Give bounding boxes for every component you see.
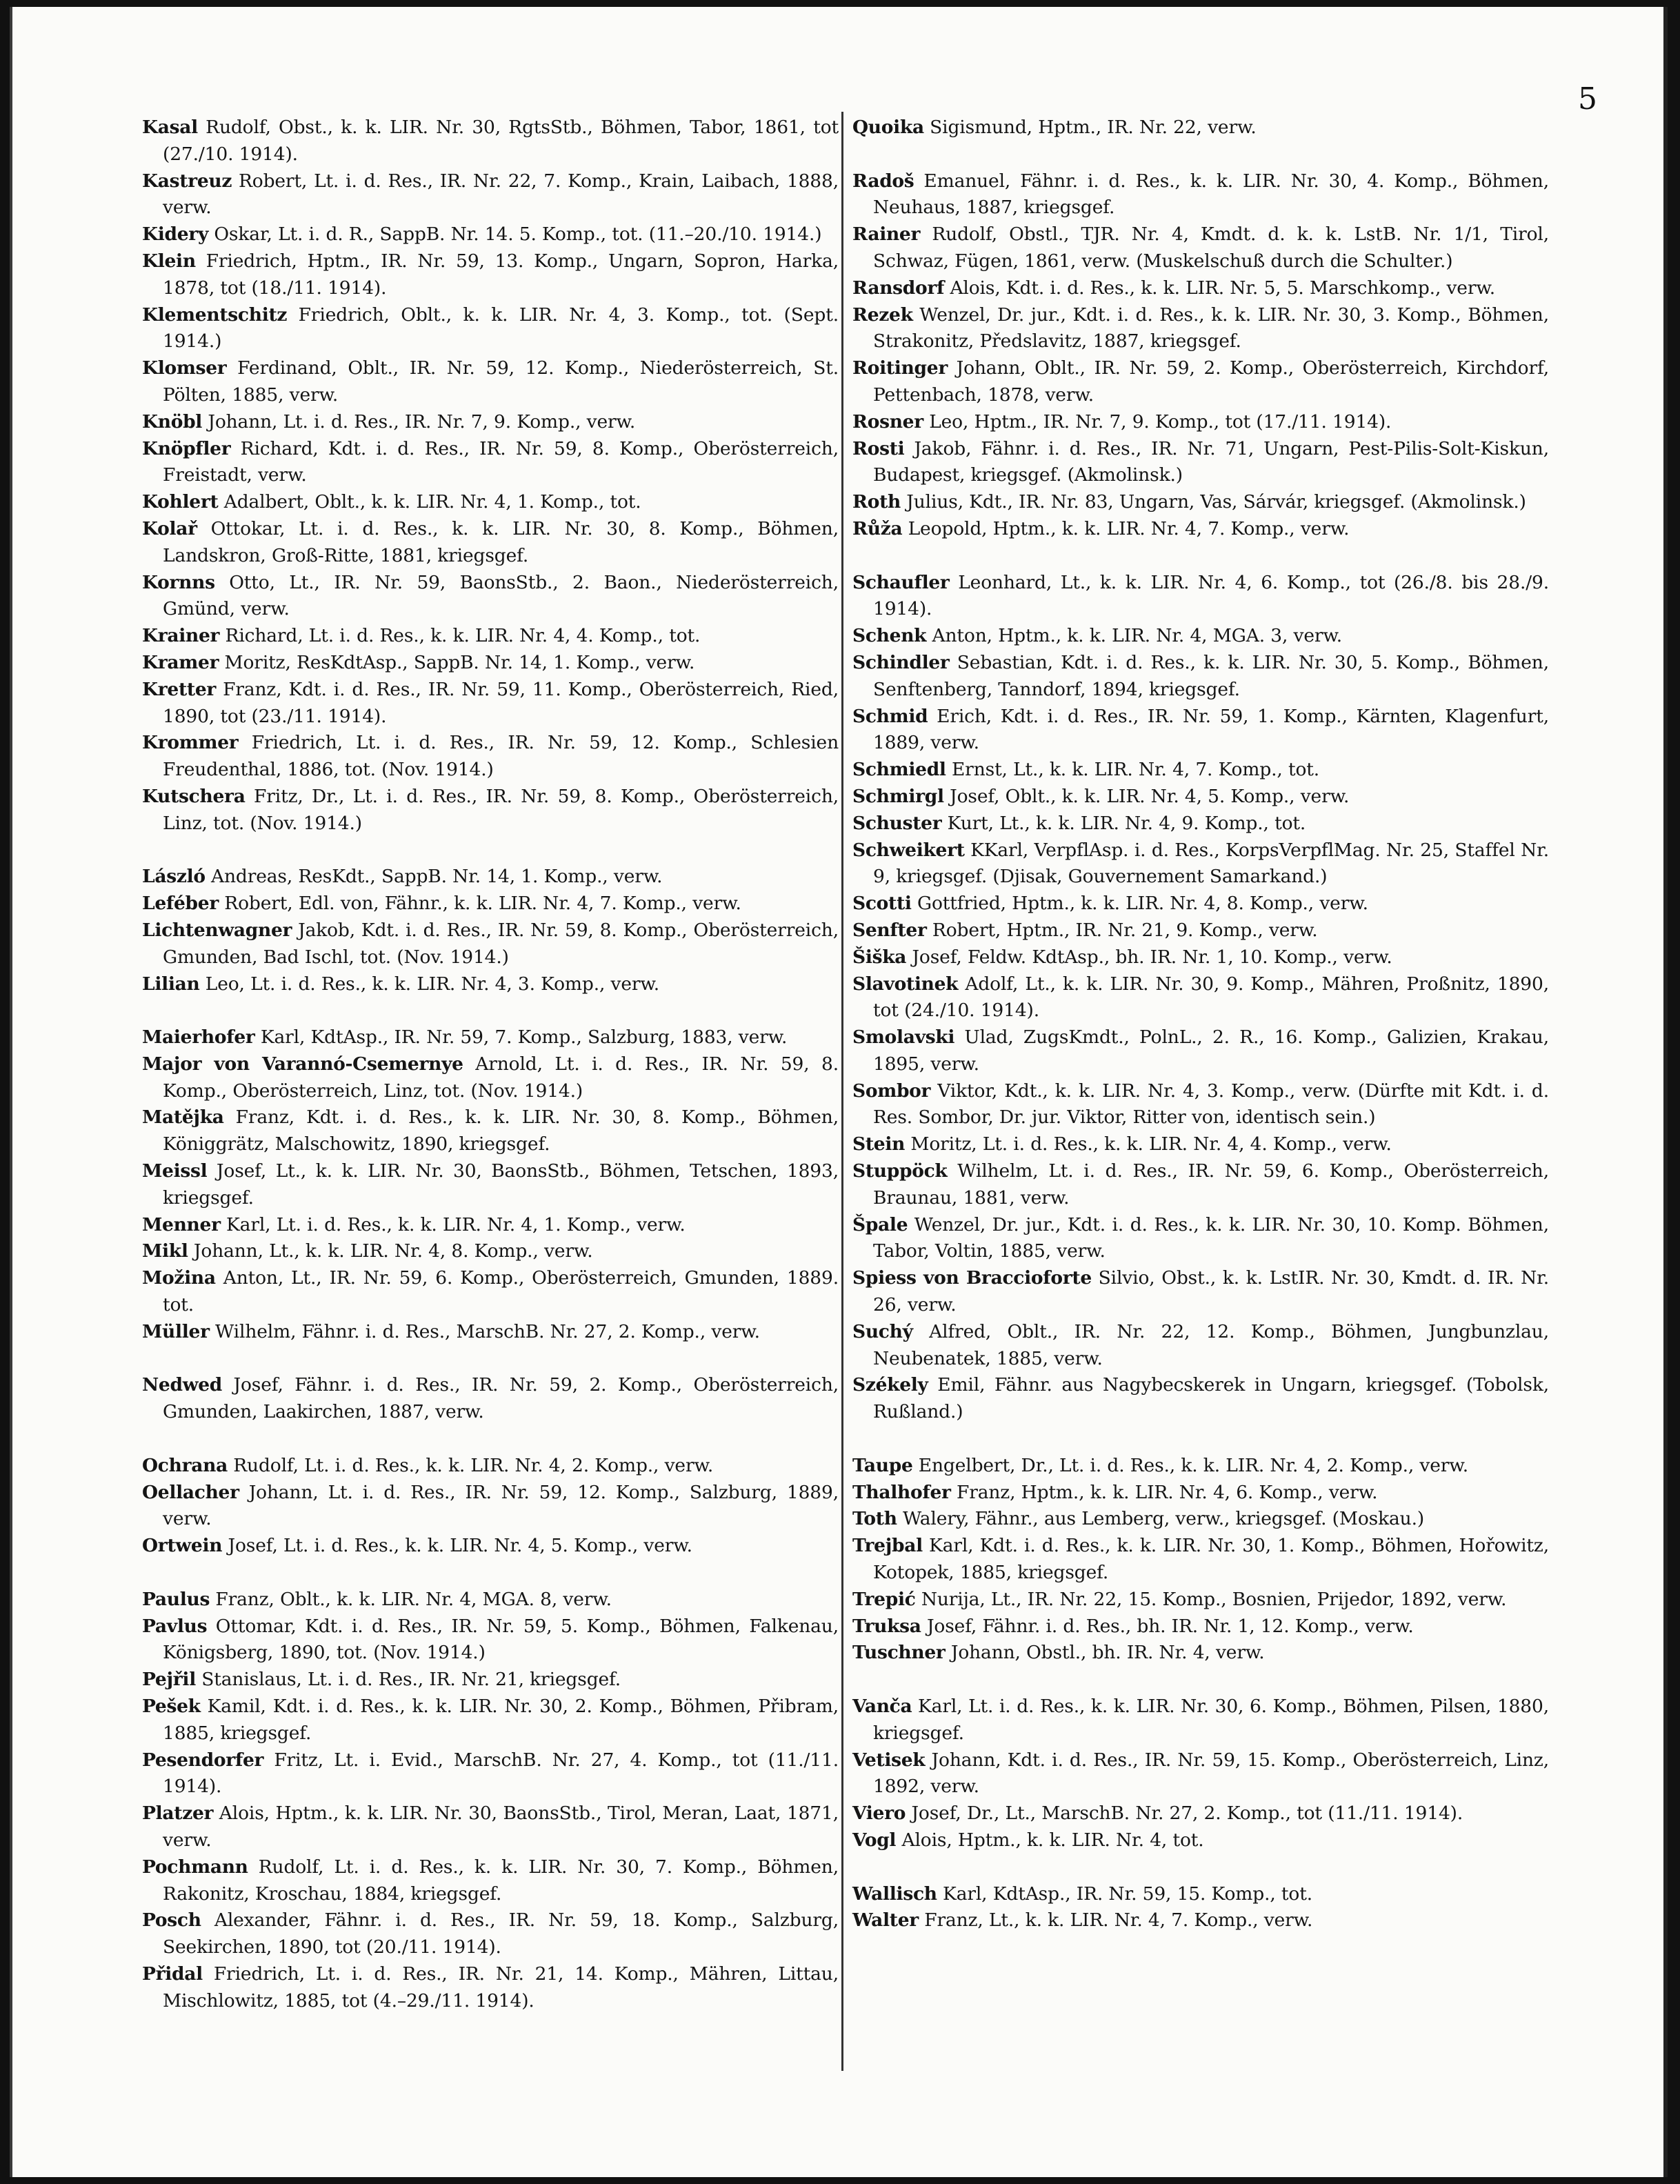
roster-entry bbox=[852, 784, 1549, 811]
roster-entry bbox=[852, 944, 1549, 971]
entry-surname: Šiška bbox=[852, 946, 907, 968]
page-number: 5 bbox=[1578, 81, 1597, 117]
section-gap bbox=[852, 1854, 1549, 1881]
entry-surname: Ransdorf bbox=[852, 277, 945, 299]
entry-surname: Kohlert bbox=[142, 491, 219, 513]
entry-surname: Kramer bbox=[142, 651, 219, 673]
roster-entry bbox=[142, 784, 839, 837]
roster-entry bbox=[142, 221, 839, 248]
entry-details: Anton, Lt., IR. Nr. 59, 6. Komp., Oberösterreich, Gmunden, 1889. tot. bbox=[163, 1267, 839, 1316]
entry-surname: Ochrana bbox=[142, 1454, 228, 1476]
entry-surname: Kornns bbox=[142, 571, 215, 593]
roster-entry bbox=[142, 917, 839, 971]
roster-entry bbox=[142, 436, 839, 490]
entry-surname: Pesendorfer bbox=[142, 1749, 264, 1771]
entry-details: Karl, KdtAsp., IR. Nr. 59, 7. Komp., Salzburg, 1883, verw. bbox=[260, 1026, 788, 1049]
entry-details: Franz, Kdt. i. d. Res., IR. Nr. 59, 11. Komp., Oberösterreich, Ried, 1890, tot (23./11. 1914). bbox=[163, 678, 839, 727]
section-gap bbox=[852, 1426, 1549, 1453]
entry-details: Johann, Kdt. i. d. Res., IR. Nr. 59, 15. Komp., Oberösterreich, Linz, 1892, verw. bbox=[873, 1749, 1549, 1798]
entry-surname: Pochmann bbox=[142, 1856, 248, 1878]
entry-surname: Rezek bbox=[852, 304, 913, 326]
entry-surname: Krommer bbox=[142, 732, 239, 754]
entry-surname: Viero bbox=[852, 1803, 906, 1825]
entry-details: Rudolf, Lt. i. d. Res., k. k. LIR. Nr. 30, 7. Komp., Böhmen, Rakonitz, Kroschau, 1884, kriegsgef. bbox=[163, 1856, 839, 1905]
entry-details: Moritz, ResKdtAsp., SappB. Nr. 14, 1. Komp., verw. bbox=[224, 651, 695, 673]
entry-surname: Spiess von Braccioforte bbox=[852, 1267, 1092, 1289]
roster-entry bbox=[852, 1907, 1549, 1934]
entry-details: Johann, Obstl., bh. IR. Nr. 4, verw. bbox=[950, 1642, 1265, 1664]
entry-details: Nurija, Lt., IR. Nr. 22, 15. Komp., Bosnien, Prijedor, 1892, verw. bbox=[921, 1588, 1507, 1610]
entry-details: Rudolf, Obst., k. k. LIR. Nr. 30, RgtsStb., Böhmen, Tabor, 1861, tot (27./10. 1914). bbox=[163, 117, 839, 165]
entry-details: Emanuel, Fähnr. i. d. Res., k. k. LIR. Nr. 30, 4. Komp., Böhmen, Neuhaus, 1887, kriegsgef. bbox=[873, 170, 1549, 219]
roster-entry bbox=[142, 1238, 839, 1265]
entry-details: Wilhelm, Fähnr. i. d. Res., MarschB. Nr. 27, 2. Komp., verw. bbox=[215, 1320, 760, 1342]
section-gap bbox=[142, 1426, 839, 1453]
entry-surname: Stein bbox=[852, 1133, 906, 1155]
right-column bbox=[852, 115, 1549, 1934]
entry-surname: Pejřil bbox=[142, 1669, 196, 1691]
roster-entry bbox=[142, 1319, 839, 1346]
entry-details: Alois, Kdt. i. d. Res., k. k. LIR. Nr. 5, 5. Marschkomp., verw. bbox=[950, 277, 1496, 299]
entry-details: Karl, Lt. i. d. Res., k. k. LIR. Nr. 4, 1. Komp., verw. bbox=[226, 1213, 686, 1235]
roster-entry bbox=[142, 971, 839, 998]
entry-surname: Senfter bbox=[852, 919, 927, 941]
entry-details: Robert, Edl. von, Fähnr., k. k. LIR. Nr. 4, 7. Komp., verw. bbox=[224, 893, 741, 915]
entry-details: Stanislaus, Lt. i. d. Res., IR. Nr. 21, kriegsgef. bbox=[201, 1669, 621, 1691]
entry-surname: Oellacher bbox=[142, 1481, 239, 1503]
roster-entry bbox=[852, 168, 1549, 222]
roster-entry bbox=[142, 1480, 839, 1533]
entry-details: Robert, Lt. i. d. Res., IR. Nr. 22, 7. Komp., Krain, Laibach, 1888, verw. bbox=[163, 170, 839, 219]
roster-entry bbox=[852, 811, 1549, 837]
entry-surname: Vetisek bbox=[852, 1749, 926, 1771]
column-divider bbox=[841, 112, 843, 2071]
roster-entry bbox=[142, 1854, 839, 1908]
entry-details: Friedrich, Oblt., k. k. LIR. Nr. 4, 3. Komp., tot. (Sept. 1914.) bbox=[163, 304, 839, 353]
entry-surname: Kasal bbox=[142, 117, 198, 138]
roster-entry bbox=[852, 275, 1549, 302]
entry-details: Wenzel, Dr. jur., Kdt. i. d. Res., k. k. LIR. Nr. 30, 10. Komp. Böhmen, Tabor, Voltin, 1885, verw. bbox=[873, 1213, 1549, 1262]
entry-details: Leopold, Hptm., k. k. LIR. Nr. 4, 7. Komp., verw. bbox=[908, 517, 1350, 539]
entry-details: Jakob, Kdt. i. d. Res., IR. Nr. 59, 8. Komp., Oberösterreich, Gmunden, Bad Ischl, tot. (Nov. 1914.) bbox=[163, 919, 839, 968]
roster-entry bbox=[852, 891, 1549, 917]
roster-entry bbox=[142, 623, 839, 650]
entry-details: Wenzel, Dr. jur., Kdt. i. d. Res., k. k. LIR. Nr. 30, 3. Komp., Böhmen, Strakonitz, Předslavitz, 1887, kriegsgef. bbox=[873, 304, 1549, 353]
roster-entry bbox=[142, 1907, 839, 1961]
roster-entry bbox=[852, 1024, 1549, 1078]
entry-surname: Klementschitz bbox=[142, 304, 288, 326]
entry-surname: Klein bbox=[142, 250, 196, 272]
entry-surname: Vogl bbox=[852, 1829, 897, 1851]
entry-surname: Pavlus bbox=[142, 1615, 208, 1637]
roster-entry bbox=[142, 1372, 839, 1426]
entry-details: Ferdinand, Oblt., IR. Nr. 59, 12. Komp., Niederösterreich, St. Pölten, 1885, verw. bbox=[163, 357, 839, 406]
entry-details: Kamil, Kdt. i. d. Res., k. k. LIR. Nr. 30, 2. Komp., Böhmen, Přibram, 1885, kriegsgef. bbox=[163, 1696, 839, 1744]
entry-details: Josef, Lt., k. k. LIR. Nr. 30, BaonsStb., Böhmen, Tetschen, 1893, kriegsgef. bbox=[163, 1160, 839, 1209]
entry-details: Fritz, Lt. i. Evid., MarschB. Nr. 27, 4. Komp., tot (11./11. 1914). bbox=[163, 1749, 839, 1798]
entry-details: Kurt, Lt., k. k. LIR. Nr. 4, 9. Komp., tot. bbox=[947, 812, 1306, 834]
entry-surname: Špale bbox=[852, 1213, 908, 1235]
entry-surname: Kutschera bbox=[142, 785, 246, 807]
roster-entry bbox=[852, 1800, 1549, 1827]
entry-surname: Platzer bbox=[142, 1803, 214, 1825]
entry-surname: Thalhofer bbox=[852, 1481, 951, 1503]
entry-details: Moritz, Lt. i. d. Res., k. k. LIR. Nr. 4, 4. Komp., verw. bbox=[910, 1133, 1392, 1155]
roster-entry bbox=[852, 623, 1549, 650]
entry-surname: Paulus bbox=[142, 1588, 210, 1610]
entry-details: Friedrich, Lt. i. d. Res., IR. Nr. 59, 12. Komp., Schlesien Freudenthal, 1886, tot. (Nov. 1914.) bbox=[163, 732, 839, 781]
entry-surname: Lichtenwagner bbox=[142, 919, 292, 941]
entry-details: Richard, Lt. i. d. Res., k. k. LIR. Nr. 4, 4. Komp., tot. bbox=[225, 625, 701, 647]
entry-surname: Meissl bbox=[142, 1160, 208, 1182]
entry-surname: Nedwed bbox=[142, 1374, 223, 1396]
entry-surname: Taupe bbox=[852, 1454, 913, 1476]
roster-entry bbox=[142, 115, 839, 168]
roster-entry bbox=[852, 489, 1549, 516]
entry-details: Sigismund, Hptm., IR. Nr. 22, verw. bbox=[930, 117, 1257, 138]
section-gap bbox=[852, 1667, 1549, 1694]
entry-surname: Leféber bbox=[142, 893, 219, 915]
entry-details: Josef, Fähnr. i. d. Res., bh. IR. Nr. 1, 12. Komp., verw. bbox=[926, 1615, 1414, 1637]
entry-details: Franz, Kdt. i. d. Res., k. k. LIR. Nr. 30, 8. Komp., Böhmen, Königgrätz, Malschowitz, 1890, kriegsgef. bbox=[163, 1106, 839, 1155]
entry-surname: Slavotinek bbox=[852, 973, 959, 995]
entry-details: Alexander, Fähnr. i. d. Res., IR. Nr. 59, 18. Komp., Salzburg, Seekirchen, 1890, tot (20./11. 1914). bbox=[163, 1909, 839, 1958]
roster-entry bbox=[852, 1694, 1549, 1747]
entry-surname: Rosti bbox=[852, 437, 905, 459]
entry-surname: Schmid bbox=[852, 705, 928, 727]
entry-surname: Přidal bbox=[142, 1963, 203, 1985]
entry-surname: Schmiedl bbox=[852, 759, 946, 781]
roster-entry bbox=[142, 1104, 839, 1158]
entry-details: Friedrich, Hptm., IR. Nr. 59, 13. Komp., Ungarn, Sopron, Harka, 1878, tot (18./11. 1914). bbox=[163, 250, 839, 299]
roster-entry bbox=[852, 1453, 1549, 1480]
entry-surname: Quoika bbox=[852, 117, 924, 138]
entry-details: Johann, Lt. i. d. Res., IR. Nr. 7, 9. Komp., verw. bbox=[208, 410, 636, 433]
roster-entry bbox=[142, 1747, 839, 1801]
roster-entry bbox=[852, 1319, 1549, 1373]
entry-details: Johann, Oblt., IR. Nr. 59, 2. Komp., Oberösterreich, Kirchdorf, Pettenbach, 1878, verw. bbox=[873, 357, 1549, 406]
entry-surname: László bbox=[142, 866, 206, 888]
entry-surname: Rosner bbox=[852, 410, 923, 433]
entry-surname: Ortwein bbox=[142, 1535, 223, 1557]
entry-details: Ottokar, Lt. i. d. Res., k. k. LIR. Nr. 30, 8. Komp., Böhmen, Landskron, Groß-Ritte, 1881, kriegsgef. bbox=[163, 517, 839, 566]
entry-details: Jakob, Fähnr. i. d. Res., IR. Nr. 71, Ungarn, Pest-Pilis-Solt-Kiskun, Budapest, kriegsgef. (Akmolinsk.) bbox=[873, 437, 1549, 486]
roster-entry bbox=[142, 570, 839, 624]
roster-entry bbox=[142, 1051, 839, 1105]
entry-details: Ottomar, Kdt. i. d. Res., IR. Nr. 59, 5. Komp., Böhmen, Falkenau, Königsberg, 1890, tot. (Nov. 1914.) bbox=[163, 1615, 839, 1664]
entry-details: Silvio, Obst., k. k. LstIR. Nr. 30, Kmdt. d. IR. Nr. 26, verw. bbox=[873, 1267, 1549, 1316]
entry-details: Ernst, Lt., k. k. LIR. Nr. 4, 7. Komp., tot. bbox=[951, 759, 1320, 781]
entry-surname: Toth bbox=[852, 1508, 897, 1530]
section-gap bbox=[852, 141, 1549, 168]
entry-surname: Kretter bbox=[142, 678, 217, 700]
entry-details: Franz, Oblt., k. k. LIR. Nr. 4, MGA. 8, verw. bbox=[215, 1588, 612, 1610]
roster-entry bbox=[852, 115, 1549, 141]
roster-entry bbox=[852, 971, 1549, 1025]
entry-details: Oskar, Lt. i. d. R., SappB. Nr. 14. 5. Komp., tot. (11.–20./10. 1914.) bbox=[214, 224, 822, 246]
entry-details: Erich, Kdt. i. d. Res., IR. Nr. 59, 1. Komp., Kärnten, Klagenfurt, 1889, verw. bbox=[873, 705, 1549, 754]
entry-surname: Roth bbox=[852, 491, 901, 513]
entry-surname: Pešek bbox=[142, 1696, 201, 1718]
roster-entry bbox=[142, 1212, 839, 1239]
entry-surname: Možina bbox=[142, 1267, 216, 1289]
entry-surname: Maierhofer bbox=[142, 1026, 255, 1049]
roster-entry bbox=[142, 1800, 839, 1854]
entry-surname: Vanča bbox=[852, 1696, 912, 1718]
entry-surname: Menner bbox=[142, 1213, 221, 1235]
entry-details: Karl, Kdt. i. d. Res., k. k. LIR. Nr. 30, 1. Komp., Böhmen, Hořowitz, Kotopek, 1885, kriegsgef. bbox=[873, 1535, 1549, 1584]
roster-entry bbox=[852, 1480, 1549, 1507]
entry-surname: Stuppöck bbox=[852, 1160, 948, 1182]
entry-surname: Roitinger bbox=[852, 357, 948, 379]
roster-entry bbox=[852, 1078, 1549, 1132]
entry-details: Fritz, Dr., Lt. i. d. Res., IR. Nr. 59, 8. Komp., Oberösterreich, Linz, tot. (Nov. 1914.) bbox=[163, 785, 839, 834]
entry-surname: Mikl bbox=[142, 1240, 188, 1262]
roster-entry bbox=[852, 917, 1549, 944]
roster-entry bbox=[852, 757, 1549, 784]
entry-details: Arnold, Lt. i. d. Res., IR. Nr. 59, 8. Komp., Oberösterreich, Linz, tot. (Nov. 1914.) bbox=[163, 1053, 839, 1102]
roster-entry bbox=[852, 1372, 1549, 1426]
entry-surname: Tuschner bbox=[852, 1642, 946, 1664]
entry-details: Karl, Lt. i. d. Res., k. k. LIR. Nr. 30, 6. Komp., Böhmen, Pilsen, 1880, kriegsgef. bbox=[873, 1696, 1549, 1744]
roster-entry bbox=[852, 409, 1549, 436]
entry-surname: Klomser bbox=[142, 357, 227, 379]
roster-entry bbox=[142, 516, 839, 570]
entry-details: Josef, Feldw. KdtAsp., bh. IR. Nr. 1, 10. Komp., verw. bbox=[912, 946, 1392, 968]
entry-surname: Sombor bbox=[852, 1080, 931, 1102]
entry-details: Leo, Lt. i. d. Res., k. k. LIR. Nr. 4, 3. Komp., verw. bbox=[205, 973, 660, 995]
roster-entry bbox=[142, 1614, 839, 1667]
entry-details: Alois, Hptm., k. k. LIR. Nr. 4, tot. bbox=[901, 1829, 1204, 1851]
roster-entry bbox=[142, 168, 839, 222]
entry-details: Josef, Fähnr. i. d. Res., IR. Nr. 59, 2. Komp., Oberösterreich, Gmunden, Laakirchen, 1887, verw. bbox=[163, 1374, 839, 1423]
entry-surname: Knöpfler bbox=[142, 437, 231, 459]
roster-entry bbox=[142, 1453, 839, 1480]
roster-entry bbox=[142, 1024, 839, 1051]
section-gap bbox=[142, 997, 839, 1024]
entry-details: Rudolf, Obstl., TJR. Nr. 4, Kmdt. d. k. k. LstB. Nr. 1/1, Tirol, Schwaz, Fügen, 1861, verw. (Muskelschuß durch die Schulter.) bbox=[873, 224, 1549, 272]
entry-surname: Schaufler bbox=[852, 571, 950, 593]
roster-entry bbox=[142, 248, 839, 302]
entry-surname: Schweikert bbox=[852, 839, 965, 861]
entry-surname: Székely bbox=[852, 1374, 928, 1396]
roster-entry bbox=[852, 221, 1549, 275]
entry-details: Leo, Hptm., IR. Nr. 7, 9. Komp., tot (17./11. 1914). bbox=[929, 410, 1392, 433]
entry-surname: Schenk bbox=[852, 625, 927, 647]
entry-details: Anton, Hptm., k. k. LIR. Nr. 4, MGA. 3, verw. bbox=[932, 625, 1343, 647]
entry-details: Walery, Fähnr., aus Lemberg, verw., kriegsgef. (Moskau.) bbox=[902, 1508, 1425, 1530]
entry-details: Andreas, ResKdt., SappB. Nr. 14, 1. Komp., verw. bbox=[211, 866, 663, 888]
entry-details: Richard, Kdt. i. d. Res., IR. Nr. 59, 8. Komp., Oberösterreich, Freistadt, verw. bbox=[163, 437, 839, 486]
roster-entry bbox=[142, 409, 839, 436]
entry-surname: Schuster bbox=[852, 812, 942, 834]
entry-details: Emil, Fähnr. aus Nagybecskerek in Ungarn, kriegsgef. (Tobolsk, Rußland.) bbox=[873, 1374, 1549, 1423]
entry-surname: Krainer bbox=[142, 625, 220, 647]
entry-details: Ulad, ZugsKmdt., PolnL., 2. R., 16. Komp., Galizien, Krakau, 1895, verw. bbox=[873, 1026, 1549, 1075]
entry-details: Josef, Dr., Lt., MarschB. Nr. 27, 2. Komp., tot (11./11. 1914). bbox=[911, 1803, 1463, 1825]
entry-details: Friedrich, Lt. i. d. Res., IR. Nr. 21, 14. Komp., Mähren, Littau, Mischlowitz, 1885, tot (4.–29./11. 1914). bbox=[163, 1963, 839, 2012]
entry-surname: Scotti bbox=[852, 893, 912, 915]
entry-surname: Knöbl bbox=[142, 410, 203, 433]
entry-details: Sebastian, Kdt. i. d. Res., k. k. LIR. Nr. 30, 5. Komp., Böhmen, Senftenberg, Tanndorf, 1894, kriegsgef. bbox=[873, 651, 1549, 700]
section-gap bbox=[852, 543, 1549, 570]
roster-entry bbox=[852, 704, 1549, 757]
roster-entry bbox=[852, 302, 1549, 356]
entry-surname: Radoš bbox=[852, 170, 914, 192]
entry-details: Franz, Hptm., k. k. LIR. Nr. 4, 6. Komp., verw. bbox=[956, 1481, 1378, 1503]
entry-details: Johann, Lt., k. k. LIR. Nr. 4, 8. Komp., verw. bbox=[193, 1240, 593, 1262]
roster-entry bbox=[852, 1827, 1549, 1854]
entry-details: Otto, Lt., IR. Nr. 59, BaonsStb., 2. Baon., Niederösterreich, Gmünd, verw. bbox=[163, 571, 839, 620]
entry-details: Leonhard, Lt., k. k. LIR. Nr. 4, 6. Komp., tot (26./8. bis 28./9. 1914). bbox=[873, 571, 1550, 620]
roster-entry bbox=[142, 677, 839, 731]
entry-details: Franz, Lt., k. k. LIR. Nr. 4, 7. Komp., verw. bbox=[924, 1909, 1313, 1932]
entry-details: Viktor, Kdt., k. k. LIR. Nr. 4, 3. Komp., verw. (Dürfte mit Kdt. i. d. Res. Sombor, Dr. jur. Viktor, Ritter von, identisch sein.) bbox=[873, 1080, 1549, 1129]
entry-details: Josef, Oblt., k. k. LIR. Nr. 4, 5. Komp., verw. bbox=[950, 785, 1350, 807]
entry-surname: Truksa bbox=[852, 1615, 921, 1637]
entry-surname: Müller bbox=[142, 1320, 210, 1342]
entry-surname: Major von Varannó-Csemernye bbox=[142, 1053, 463, 1075]
entry-details: Robert, Hptm., IR. Nr. 21, 9. Komp., verw. bbox=[932, 919, 1318, 941]
roster-entry bbox=[852, 1747, 1549, 1801]
section-gap bbox=[142, 1560, 839, 1587]
entry-surname: Schmirgl bbox=[852, 785, 944, 807]
roster-entry bbox=[852, 1640, 1549, 1667]
left-column bbox=[142, 115, 839, 2015]
entry-surname: Lilian bbox=[142, 973, 200, 995]
entry-details: Wilhelm, Lt. i. d. Res., IR. Nr. 59, 6. Komp., Oberösterreich, Braunau, 1881, verw. bbox=[873, 1160, 1549, 1209]
entry-surname: Walter bbox=[852, 1909, 919, 1932]
roster-entry bbox=[142, 1265, 839, 1319]
entry-details: Alfred, Oblt., IR. Nr. 22, 12. Komp., Böhmen, Jungbunzlau, Neubenatek, 1885, verw. bbox=[873, 1320, 1549, 1369]
section-gap bbox=[142, 837, 839, 864]
roster-entry bbox=[852, 516, 1549, 543]
roster-entry bbox=[852, 1158, 1549, 1212]
roster-entry bbox=[142, 864, 839, 891]
roster-entry bbox=[852, 1131, 1549, 1158]
entry-details: Gottfried, Hptm., k. k. LIR. Nr. 4, 8. Komp., verw. bbox=[917, 893, 1368, 915]
roster-entry bbox=[142, 1961, 839, 2015]
roster-entry bbox=[852, 570, 1549, 624]
roster-entry bbox=[142, 302, 839, 356]
roster-entry bbox=[142, 1533, 839, 1560]
entry-surname: Wallisch bbox=[852, 1883, 937, 1905]
entry-surname: Suchý bbox=[852, 1320, 913, 1342]
roster-entry bbox=[852, 1533, 1549, 1587]
entry-surname: Kastreuz bbox=[142, 170, 232, 192]
entry-surname: Trepić bbox=[852, 1588, 916, 1610]
entry-surname: Smolavski bbox=[852, 1026, 955, 1049]
entry-details: Julius, Kdt., IR. Nr. 83, Ungarn, Vas, Sárvár, kriegsgef. (Akmolinsk.) bbox=[906, 491, 1526, 513]
entry-surname: Posch bbox=[142, 1909, 201, 1932]
document-page bbox=[10, 7, 1668, 2177]
roster-entry bbox=[142, 730, 839, 784]
entry-surname: Růža bbox=[852, 517, 903, 539]
roster-entry bbox=[852, 436, 1549, 490]
roster-entry bbox=[852, 355, 1549, 409]
entry-details: Engelbert, Dr., Lt. i. d. Res., k. k. LIR. Nr. 4, 2. Komp., verw. bbox=[918, 1454, 1468, 1476]
entry-details: Johann, Lt. i. d. Res., IR. Nr. 59, 12. Komp., Salzburg, 1889, verw. bbox=[163, 1481, 839, 1530]
entry-details: Rudolf, Lt. i. d. Res., k. k. LIR. Nr. 4, 2. Komp., verw. bbox=[233, 1454, 714, 1476]
entry-details: Josef, Lt. i. d. Res., k. k. LIR. Nr. 4, 5. Komp., verw. bbox=[228, 1535, 692, 1557]
roster-entry bbox=[852, 1506, 1549, 1533]
roster-entry bbox=[852, 837, 1549, 891]
entry-surname: Kolař bbox=[142, 517, 197, 539]
roster-entry bbox=[852, 1587, 1549, 1614]
roster-entry bbox=[142, 355, 839, 409]
roster-entry bbox=[142, 1587, 839, 1614]
section-gap bbox=[142, 1346, 839, 1373]
entry-surname: Trejbal bbox=[852, 1535, 923, 1557]
roster-entry bbox=[142, 650, 839, 677]
entry-details: Alois, Hptm., k. k. LIR. Nr. 30, BaonsStb., Tirol, Meran, Laat, 1871, verw. bbox=[163, 1803, 839, 1851]
entry-details: Adolf, Lt., k. k. LIR. Nr. 30, 9. Komp., Mähren, Proßnitz, 1890, tot (24./10. 1914). bbox=[873, 973, 1549, 1022]
roster-entry bbox=[142, 891, 839, 917]
roster-entry bbox=[142, 1158, 839, 1212]
entry-surname: Schindler bbox=[852, 651, 950, 673]
entry-details: Karl, KdtAsp., IR. Nr. 59, 15. Komp., tot. bbox=[943, 1883, 1312, 1905]
entry-surname: Kidery bbox=[142, 224, 209, 246]
roster-entry bbox=[142, 489, 839, 516]
entry-surname: Rainer bbox=[852, 224, 921, 246]
roster-entry bbox=[852, 1265, 1549, 1319]
roster-entry bbox=[852, 1212, 1549, 1266]
roster-entry bbox=[142, 1667, 839, 1694]
roster-entry bbox=[142, 1694, 839, 1747]
entry-details: KKarl, VerpflAsp. i. d. Res., KorpsVerpflMag. Nr. 25, Staffel Nr. 9, kriegsgef. (Djisak, Gouvernement Samarkand.) bbox=[873, 839, 1550, 888]
roster-entry bbox=[852, 1881, 1549, 1908]
roster-entry bbox=[852, 650, 1549, 704]
entry-details: Adalbert, Oblt., k. k. LIR. Nr. 4, 1. Komp., tot. bbox=[223, 491, 641, 513]
entry-surname: Matějka bbox=[142, 1106, 224, 1129]
roster-entry bbox=[852, 1614, 1549, 1640]
